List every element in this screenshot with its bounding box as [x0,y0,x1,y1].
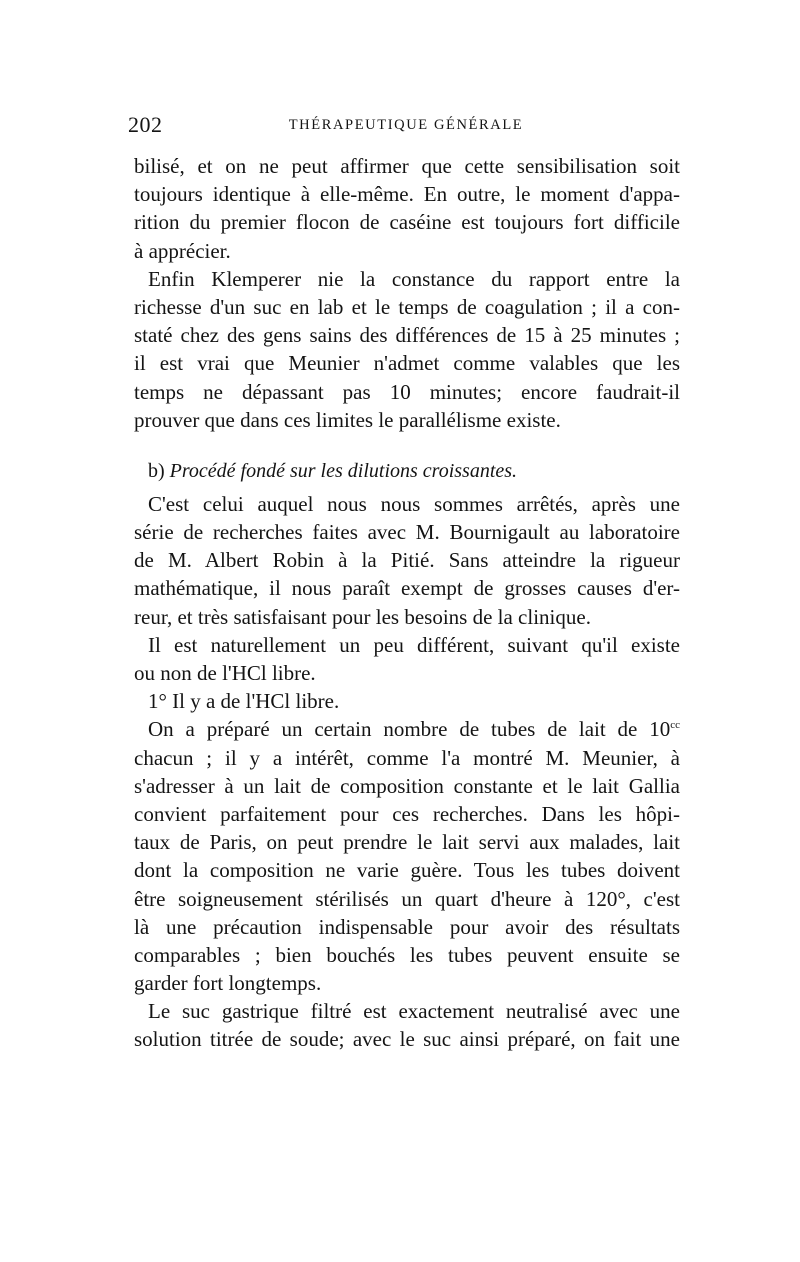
text-line: s'adresser à un lait de composition constante et le lait Gallia [134,773,680,798]
text-line: staté chez des gens sains des différences de 15 à 25 minutes ; [134,323,680,348]
running-title: THÉRAPEUTIQUE GÉNÉRALE [288,117,524,133]
text-line: de M. Albert Robin à la Pitié. Sans atteindre la rigueur [134,548,680,573]
superscript-unit: cc [670,719,680,732]
text-line: à apprécier. [134,238,231,263]
text-line: convient parfaitement pour ces recherches. Dans les hôpi- [134,801,680,826]
text-line: garder fort longtemps. [134,971,322,996]
text-line [134,715,680,743]
text-line: taux de Paris, on peut prendre le lait servi aux malades, lait [134,830,680,855]
body-text [134,152,680,1054]
text-line: Il est naturellement un peu différent, suivant qu'il existe [148,632,680,657]
text-line: Enfin Klemperer nie la constance du rapport entre la [148,266,680,291]
text-line: dont la composition ne varie guère. Tous les tubes doivent [134,858,680,883]
text-line: là une précaution indispensable pour avoir des résultats [134,914,680,939]
text-line: comparables ; bien bouchés les tubes peuvent ensuite se [134,942,680,967]
text-fragment: On a préparé un certain nombre de tubes de lait de 10 [148,717,671,742]
text-line: série de recherches faites avec M. Bournigault au laboratoire [134,520,680,545]
text-line: Le suc gastrique filtré est exactement neutralisé avec une [148,999,680,1024]
text-line: C'est celui auquel nous nous sommes arrêtés, après une [148,491,680,516]
paragraph-method [134,490,680,631]
text-line: prouver que dans ces limites le parallélisme existe. [134,407,561,432]
paragraph-klemperer [134,265,680,434]
text-line: mathématique, il nous paraît exempt de grosses causes d'er- [134,576,680,601]
paragraph-difference [134,631,680,687]
paragraph-tubes [134,715,680,997]
text-line: chacun ; il y a intérêt, comme l'a montré M. Meunier, à [134,745,680,770]
text-line: temps ne dépassant pas 10 minutes; encore faudrait-il [134,379,680,404]
text-line: richesse d'un suc en lab et le temps de coagulation ; il a con- [134,294,680,319]
text-line: solution titrée de soude; avec le suc ainsi préparé, on fait une [134,1027,680,1052]
text-line: rition du premier flocon de caséine est toujours fort difficile [134,210,680,235]
text-line: 1° Il y a de l'HCl libre. [148,689,340,714]
section-title: Procédé fondé sur les dilutions croissantes. [169,459,518,482]
text-line: ou non de l'HCl libre. [134,661,316,685]
text-line: reur, et très satisfaisant pour les besoins de la clinique. [134,604,591,629]
section-heading [134,456,680,486]
paragraph-case-one [134,687,680,715]
text-line: bilisé, et on ne peut affirmer que cette sensibilisation soit [134,154,680,178]
page-number: 202 [128,112,163,137]
section-prefix: b) [148,459,165,482]
text-line: être soigneusement stérilisés un quart d'heure à 120°, c'est [134,886,680,911]
text-line: toujours identique à elle-même. En outre, le moment d'appa- [134,182,680,207]
text-line: il est vrai que Meunier n'admet comme valables que les [134,351,680,376]
paragraph-gastric-juice [134,997,680,1053]
page-header [128,112,684,142]
paragraph-continuation [134,152,680,265]
section-spacer [134,434,680,456]
